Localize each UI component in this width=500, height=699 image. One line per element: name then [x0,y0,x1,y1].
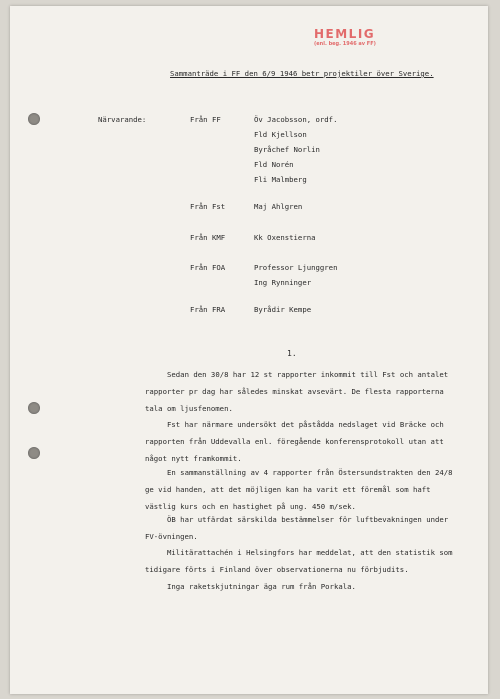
attendee-name: Byråchef Norlin [254,145,320,154]
stamp-title: HEMLIG [314,27,376,41]
attendee-name: Byrådir Kempe [254,305,312,314]
punch-hole [28,402,40,414]
attendee-org: Från Fst [190,202,226,211]
attendees-label: Närvarande: [98,115,147,124]
paragraph: En sammanställning av 4 rapporter från Östersundstrakten den 24/8 ge vid handen, att det möjligen kan ha varit ett föremål som haft västlig kurs och en hastighet på ung. 450 m/sek. [145,468,453,511]
section-number: 1. [287,349,297,358]
attendee-name: Öv Jacobsson, ordf. [254,115,338,124]
attendee-name: Maj Ahlgren [254,202,303,211]
attendee-name: Ing Rynninger [254,278,312,287]
attendee-name: Fli Malmberg [254,175,307,184]
attendee-name: Kk Oxenstierna [254,233,316,242]
attendee-name: Fld Norén [254,160,294,169]
document-page [10,6,488,694]
attendee-org: Från FRA [190,305,226,314]
document-title: Sammanträde i FF den 6/9 1946 betr projektiler över Sverige. [170,69,434,78]
classification-stamp [314,27,376,48]
paragraph: ÖB har utfärdat särskilda bestämmelser för luftbevakningen under FV-övningen. [145,515,449,541]
attendee-name: Professor Ljunggren [254,263,338,272]
punch-hole [28,113,40,125]
attendee-org: Från FOA [190,263,226,272]
paragraph: Inga raketskjutningar äga rum från Porkala. [167,582,356,591]
attendee-org: Från FF [190,115,221,124]
paragraph: Sedan den 30/8 har 12 st rapporter inkommit till Fst och antalet rapporter pr dag har således minskat avsevärt. De flesta rapporterna tala om ljusfenomen. [145,370,449,413]
stamp-subtitle: (enl. beg. 1946 av FF) [314,41,376,47]
paragraph: Fst har närmare undersökt det påstådda nedslaget vid Bräcke och rapporten från Uddevalla enl. föregående konferensprotokoll utan att något nytt framkommit. [145,420,444,463]
attendee-org: Från KMF [190,233,226,242]
paragraph: Militärattachén i Helsingfors har meddelat, att den statistik som tidigare förts i Finland över observationerna nu förbjudits. [145,548,453,574]
attendee-name: Fld Kjellson [254,130,307,139]
punch-hole [28,447,40,459]
